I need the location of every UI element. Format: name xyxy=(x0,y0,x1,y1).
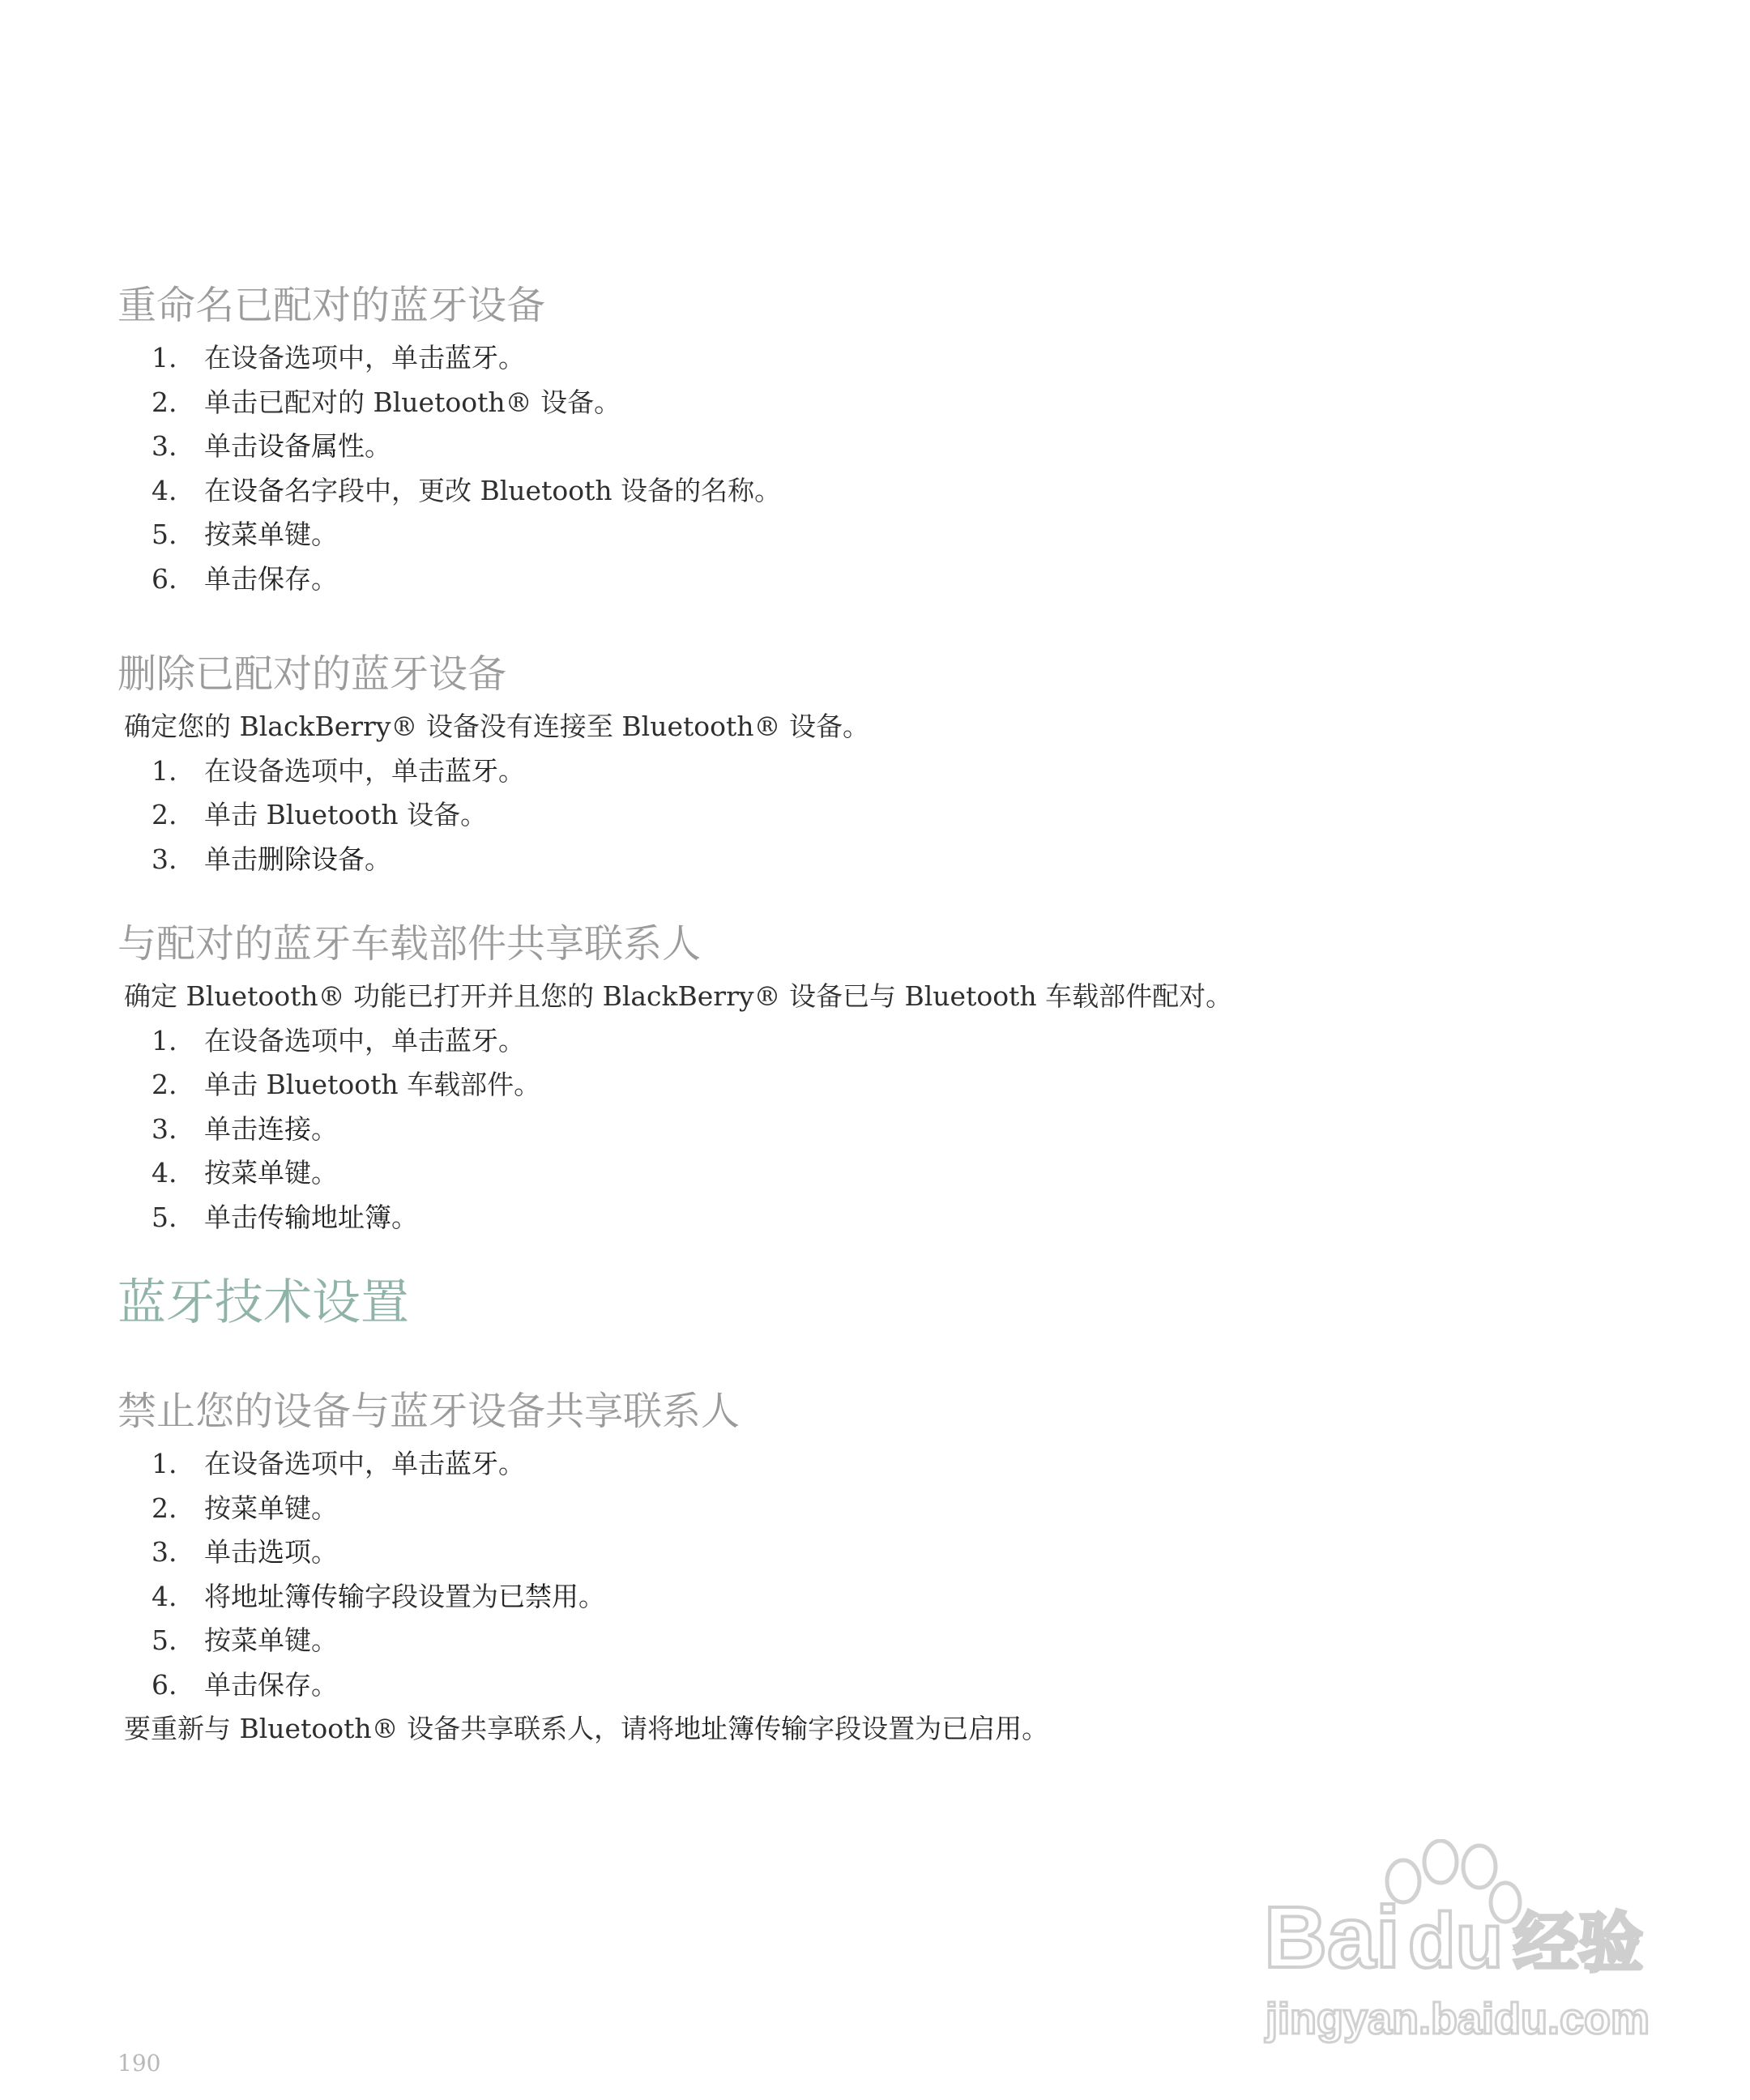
step-item: 1. 在设备选项中，单击蓝牙。 xyxy=(152,1448,525,1479)
step-item: 3. 单击选项。 xyxy=(152,1536,338,1568)
watermark-brand-du: du xyxy=(1408,1897,1504,1984)
section-disable-contact-sharing xyxy=(117,1385,1657,1752)
watermark-brand-bai: Bai xyxy=(1264,1888,1401,1986)
page-number: 190 xyxy=(117,2050,161,2077)
watermark-url: jingyan.baidu.com xyxy=(1266,1995,1650,2043)
chapter-heading: 蓝牙技术设置 xyxy=(117,1274,409,1331)
step-list xyxy=(117,1019,1657,1240)
watermark-cn: 经验 xyxy=(1513,1906,1643,1981)
step-item: 3. 单击连接。 xyxy=(152,1112,338,1145)
section-rename-device xyxy=(117,280,1657,601)
section-heading: 与配对的蓝牙车载部件共享联系人 xyxy=(117,921,702,967)
step-item: 5. 单击传输地址簿。 xyxy=(152,1201,418,1233)
step-item: 2. 单击 Bluetooth 车载部件。 xyxy=(152,1069,541,1100)
step-item: 3. 单击设备属性。 xyxy=(152,430,391,462)
baidu-jingyan-watermark-logo xyxy=(1248,1839,1669,2066)
section-heading: 禁止您的设备与蓝牙设备共享联系人 xyxy=(117,1389,741,1434)
step-item: 4. 将地址簿传输字段设置为已禁用。 xyxy=(152,1580,605,1612)
step-item: 6. 单击保存。 xyxy=(152,562,338,595)
intro-paragraph: 确定您的 BlackBerry® 设备没有连接至 Bluetooth® 设备。 xyxy=(124,711,869,742)
step-item: 5. 按菜单键。 xyxy=(152,519,338,550)
step-item: 5. 按菜单键。 xyxy=(152,1624,338,1656)
intro-paragraph: 确定 Bluetooth® 功能已打开并且您的 BlackBerry® 设备已与 Bluetooth 车载部件配对。 xyxy=(124,980,1233,1012)
step-item: 2. 单击 Bluetooth 设备。 xyxy=(152,799,488,830)
step-item: 6. 单击保存。 xyxy=(152,1668,338,1701)
step-item: 3. 单击删除设备。 xyxy=(152,843,391,875)
step-list xyxy=(117,749,1657,882)
step-item: 2. 单击已配对的 Bluetooth® 设备。 xyxy=(152,386,621,418)
paw-toe-2 xyxy=(1424,1841,1457,1883)
outro-paragraph: 要重新与 Bluetooth® 设备共享联系人，请将地址簿传输字段设置为已启用。 xyxy=(124,1713,1049,1744)
chapter-bluetooth-settings xyxy=(117,1272,1657,1334)
step-item: 1. 在设备选项中，单击蓝牙。 xyxy=(152,754,525,787)
section-share-contacts-carkit xyxy=(117,918,1657,1240)
step-item: 4. 按菜单键。 xyxy=(152,1157,338,1189)
section-heading: 删除已配对的蓝牙设备 xyxy=(117,651,507,697)
section-heading: 重命名已配对的蓝牙设备 xyxy=(117,283,546,328)
step-item: 1. 在设备选项中，单击蓝牙。 xyxy=(152,1024,525,1056)
step-item: 2. 按菜单键。 xyxy=(152,1492,338,1524)
section-delete-device xyxy=(117,648,1657,881)
step-list xyxy=(117,1442,1657,1707)
paw-toe-3 xyxy=(1463,1846,1496,1888)
step-list xyxy=(117,336,1657,601)
step-item: 1. 在设备选项中，单击蓝牙。 xyxy=(152,342,525,373)
step-item: 4. 在设备名字段中，更改 Bluetooth 设备的名称。 xyxy=(152,474,782,506)
